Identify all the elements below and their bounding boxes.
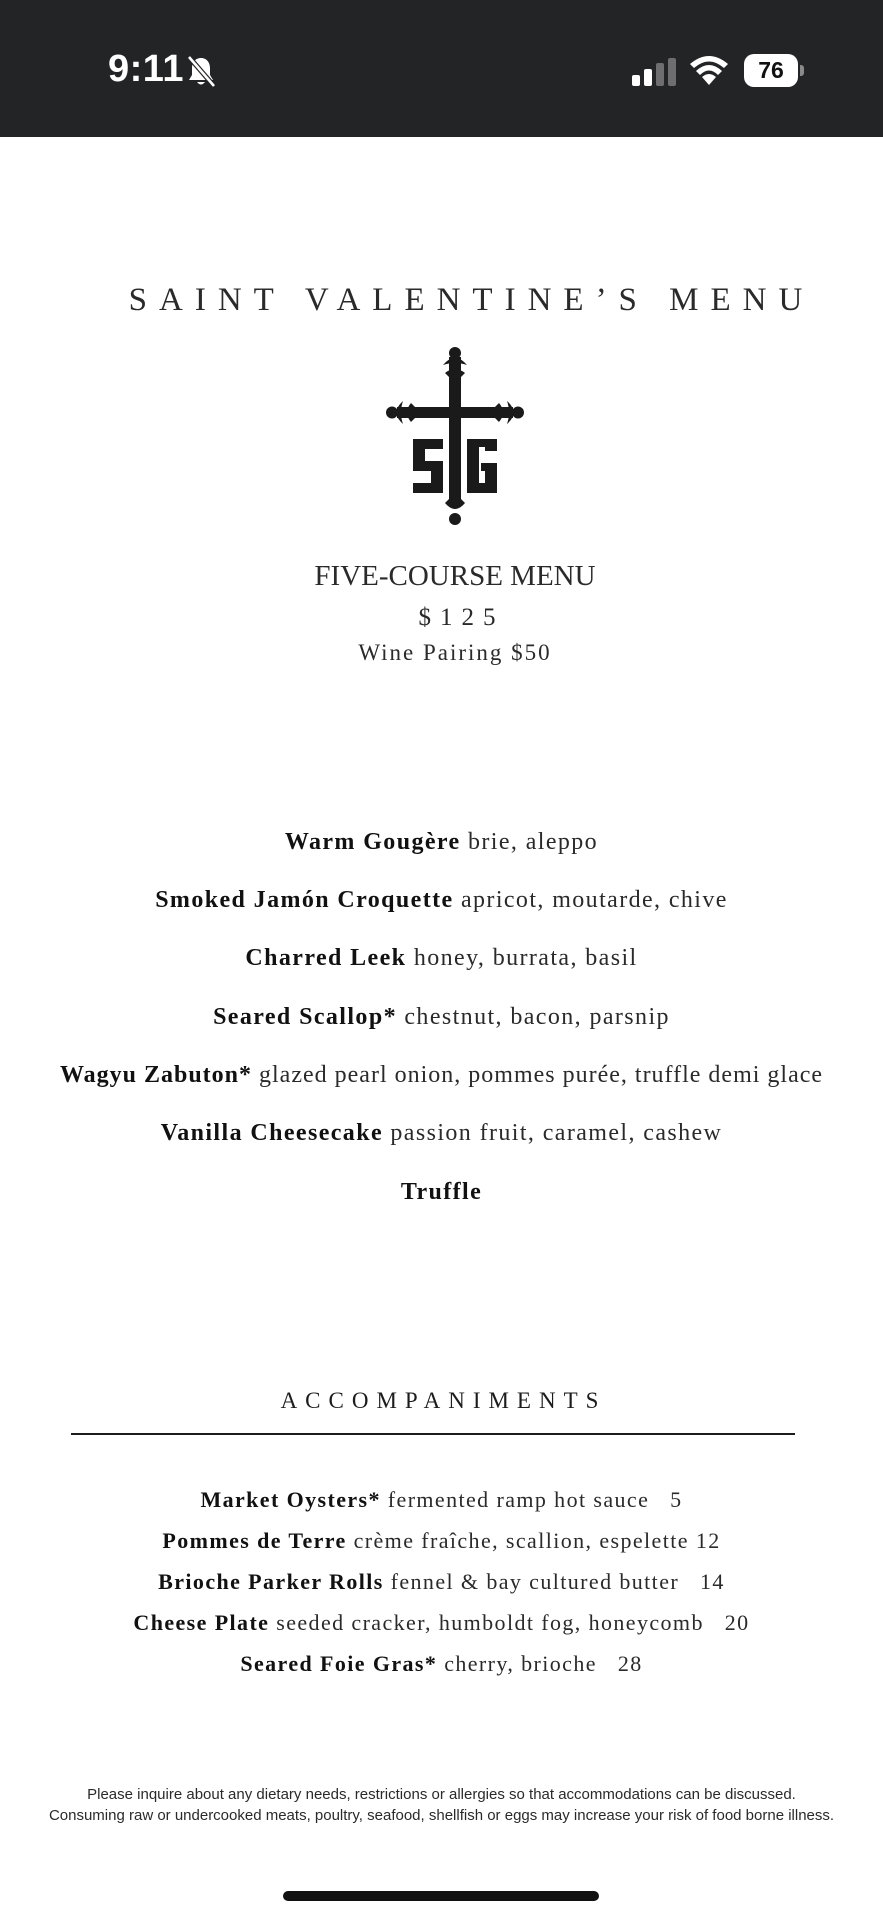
course-dish: Charred Leek: [245, 945, 407, 971]
course-title: FIVE-COURSE MENU: [314, 560, 596, 592]
accompaniment-desc: crème fraîche, scallion, espelette: [353, 1528, 689, 1553]
course-item: [0, 945, 883, 972]
accompaniment-price: 14: [700, 1569, 725, 1594]
accompaniment-price: 5: [670, 1487, 683, 1512]
cellular-signal-icon: [632, 58, 676, 86]
course-item: [0, 829, 883, 856]
accompaniment-desc: cherry, brioche: [444, 1651, 597, 1676]
accompaniment-item: [0, 1651, 883, 1677]
status-bar: [0, 0, 883, 137]
battery-level: 76: [758, 57, 784, 83]
accompaniment-item: [0, 1528, 883, 1554]
course-item: [0, 1179, 883, 1206]
battery-icon: [744, 54, 804, 87]
accompaniments-divider: [71, 1433, 795, 1435]
course-dish: Warm Gougère: [284, 829, 461, 855]
course-desc: chestnut, bacon, parsnip: [404, 1004, 670, 1030]
accompaniment-price: 20: [724, 1610, 750, 1635]
bell-slash-icon: [186, 55, 216, 89]
course-item: [0, 1120, 883, 1147]
course-desc: passion fruit, caramel, cashew: [390, 1120, 723, 1146]
wifi-icon: [688, 54, 730, 86]
disclaimer-allergies: Please inquire about any dietary needs, restrictions or allergies so that accommodations can be discussed.: [87, 1786, 796, 1803]
accompaniment-item: [0, 1487, 883, 1513]
accompaniment-price: 28: [617, 1651, 643, 1676]
course-dish: Vanilla Cheesecake: [160, 1120, 383, 1146]
course-item: [0, 887, 883, 914]
accompaniment-item: [0, 1610, 883, 1636]
course-price: $125: [418, 604, 505, 631]
accompaniment-dish: Pommes de Terre: [162, 1528, 347, 1553]
accompaniment-desc: fermented ramp hot sauce: [387, 1487, 650, 1512]
disclaimer-raw-food: Consuming raw or undercooked meats, poultry, seafood, shellfish or eggs may increase your risk of food borne illness.: [48, 1807, 835, 1824]
course-desc: brie, aleppo: [467, 829, 599, 855]
course-dish: Wagyu Zabuton*: [59, 1062, 253, 1088]
menu-title: SAINT VALENTINE’S MENU: [128, 282, 815, 318]
course-item: [0, 1004, 883, 1031]
stg-cross-logo: [385, 343, 525, 525]
wine-pairing: Wine Pairing $50: [358, 640, 552, 665]
course-dish: Truffle: [400, 1179, 483, 1205]
accompaniment-dish: Market Oysters*: [200, 1487, 381, 1512]
course-desc: honey, burrata, basil: [413, 945, 638, 971]
course-desc: apricot, moutarde, chive: [460, 887, 728, 913]
accompaniment-desc: seeded cracker, humboldt fog, honeycomb: [276, 1610, 704, 1635]
home-indicator[interactable]: [283, 1891, 599, 1901]
course-item: [0, 1062, 883, 1089]
accompaniment-price: 12: [695, 1528, 721, 1553]
accompaniments-heading: ACCOMPANIMENTS: [280, 1388, 607, 1413]
accompaniment-dish: Seared Foie Gras*: [240, 1651, 438, 1676]
accompaniment-dish: Cheese Plate: [133, 1610, 270, 1635]
accompaniment-dish: Brioche Parker Rolls: [158, 1569, 384, 1594]
accompaniment-desc: fennel & bay cultured butter: [390, 1569, 680, 1594]
course-dish: Smoked Jamón Croquette: [155, 887, 454, 913]
battery-cap: [800, 65, 804, 76]
accompaniment-item: [0, 1569, 883, 1595]
status-time: 9:11: [108, 48, 184, 90]
course-desc: glazed pearl onion, pommes purée, truffle demi glace: [259, 1062, 824, 1088]
course-dish: Seared Scallop*: [213, 1004, 397, 1030]
